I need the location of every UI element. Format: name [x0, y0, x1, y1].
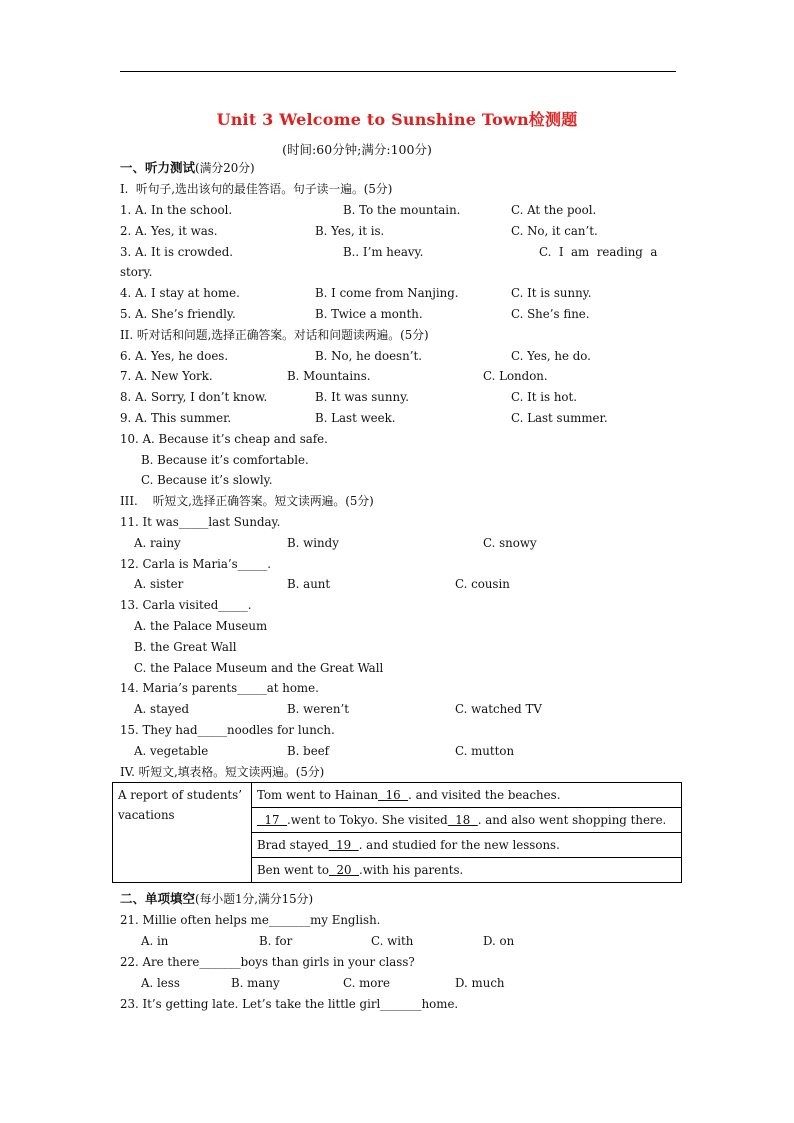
q1-c: C. At the pool.: [511, 203, 597, 217]
q3-b: B.. I’m heavy.: [343, 245, 424, 259]
q12-stem: 12. Carla is Maria’s_____.: [120, 557, 271, 571]
section1-heading-line: [120, 160, 255, 176]
q12-c: C. cousin: [455, 577, 510, 591]
q21-d: D. on: [483, 934, 515, 948]
table-row-3: Brad stayed 19 . and studied for the new lessons.: [252, 833, 682, 858]
vacation-report-table: [112, 782, 682, 883]
q6-b: B. No, he doesn’t.: [315, 349, 422, 363]
q10-b: B. Because it’s comfortable.: [141, 453, 309, 467]
blank-20: 20: [329, 863, 360, 877]
part1-instruction: I. 听句子,选出该句的最佳答语。句子读一遍。(5分): [120, 182, 393, 196]
header-rule: [120, 71, 676, 72]
section2-heading: 二、单项填空: [120, 891, 196, 906]
section1-score: (满分20分): [195, 161, 255, 175]
q14-b: B. weren’t: [287, 702, 349, 716]
q6-a: 6. A. Yes, he does.: [120, 349, 229, 363]
q4-a: 4. A. I stay at home.: [120, 286, 240, 300]
q11-c: C. snowy: [483, 536, 537, 550]
q15-b: B. beef: [287, 744, 330, 758]
q15-stem: 15. They had_____noodles for lunch.: [120, 723, 335, 737]
q14-c: C. watched TV: [455, 702, 542, 716]
q11-b: B. windy: [287, 536, 339, 550]
q1-a: 1. A. In the school.: [120, 203, 233, 217]
q9-b: B. Last week.: [315, 411, 396, 425]
section2-score: (每小题1分,满分15分): [195, 892, 314, 906]
q2-c: C. No, it can’t.: [511, 224, 598, 238]
q15-c: C. mutton: [455, 744, 515, 758]
q13-c: C. the Palace Museum and the Great Wall: [134, 661, 384, 675]
q12-a: A. sister: [134, 577, 184, 591]
blank-17: 17: [257, 813, 288, 827]
table-row-2: 17 .went to Tokyo. She visited 18 . and also went shopping there.: [252, 808, 682, 833]
table-row-4: Ben went to 20 .with his parents.: [252, 858, 682, 883]
q8-b: B. It was sunny.: [315, 390, 409, 404]
q9-a: 9. A. This summer.: [120, 411, 232, 425]
q3-a: 3. A. It is crowded.: [120, 245, 234, 259]
part3-instruction: III. 听短文,选择正确答案。短文读两遍。(5分): [120, 494, 374, 508]
blank-19: 19: [328, 838, 359, 852]
q21-b: B. for: [259, 934, 293, 948]
page-subtitle: (时间:60分钟;满分:100分): [282, 142, 432, 157]
q14-stem: 14. Maria’s parents_____at home.: [120, 681, 319, 695]
q7-a: 7. A. New York.: [120, 369, 213, 383]
q13-stem: 13. Carla visited_____.: [120, 598, 252, 612]
q4-b: B. I come from Nanjing.: [315, 286, 459, 300]
q11-stem: 11. It was_____last Sunday.: [120, 515, 281, 529]
q5-b: B. Twice a month.: [315, 307, 423, 321]
q3-c: C. I am reading a: [539, 245, 658, 259]
q11-a: A. rainy: [134, 536, 181, 550]
part4-instruction: IV. 听短文,填表格。短文读两遍。(5分): [120, 765, 325, 779]
q8-c: C. It is hot.: [511, 390, 578, 404]
q22-d: D. much: [455, 976, 505, 990]
q22-c: C. more: [343, 976, 391, 990]
section1-heading: 一、听力测试: [120, 160, 196, 175]
q9-c: C. Last summer.: [511, 411, 608, 425]
q1-b: B. To the mountain.: [343, 203, 461, 217]
q10-a: 10. A. Because it’s cheap and safe.: [120, 432, 328, 446]
q21-c: C. with: [371, 934, 414, 948]
table-row-1: Tom went to Hainan 16 . and visited the beaches.: [252, 783, 682, 808]
q13-a: A. the Palace Museum: [134, 619, 268, 633]
q13-b: B. the Great Wall: [134, 640, 237, 654]
q2-a: 2. A. Yes, it was.: [120, 224, 218, 238]
section2-heading-line: [120, 891, 313, 907]
q5-c: C. She’s fine.: [511, 307, 590, 321]
blank-18: 18: [447, 813, 478, 827]
q2-b: B. Yes, it is.: [315, 224, 385, 238]
q7-c: C. London.: [483, 369, 548, 383]
q22-stem: 22. Are there_______boys than girls in your class?: [120, 955, 415, 969]
q4-c: C. It is sunny.: [511, 286, 592, 300]
q21-stem: 21. Millie often helps me_______my English.: [120, 913, 381, 927]
q22-a: A. less: [141, 976, 180, 990]
q14-a: A. stayed: [134, 702, 190, 716]
q7-b: B. Mountains.: [287, 369, 371, 383]
q3-c-continued: story.: [120, 265, 153, 279]
q8-a: 8. A. Sorry, I don’t know.: [120, 390, 268, 404]
q5-a: 5. A. She’s friendly.: [120, 307, 236, 321]
q10-c: C. Because it’s slowly.: [141, 473, 273, 487]
q21-a: A. in: [141, 934, 169, 948]
q6-c: C. Yes, he do.: [511, 349, 591, 363]
page-title: Unit 3 Welcome to Sunshine Town检测题: [216, 110, 578, 129]
table-left-header: A report of students’ vacations: [113, 783, 252, 883]
q23-stem: 23. It’s getting late. Let’s take the little girl_______home.: [120, 997, 459, 1011]
blank-16: 16: [378, 788, 409, 802]
part2-instruction: II. 听对话和问题,选择正确答案。对话和问题读两遍。(5分): [120, 328, 429, 342]
q15-a: A. vegetable: [134, 744, 209, 758]
q12-b: B. aunt: [287, 577, 331, 591]
q22-b: B. many: [231, 976, 280, 990]
